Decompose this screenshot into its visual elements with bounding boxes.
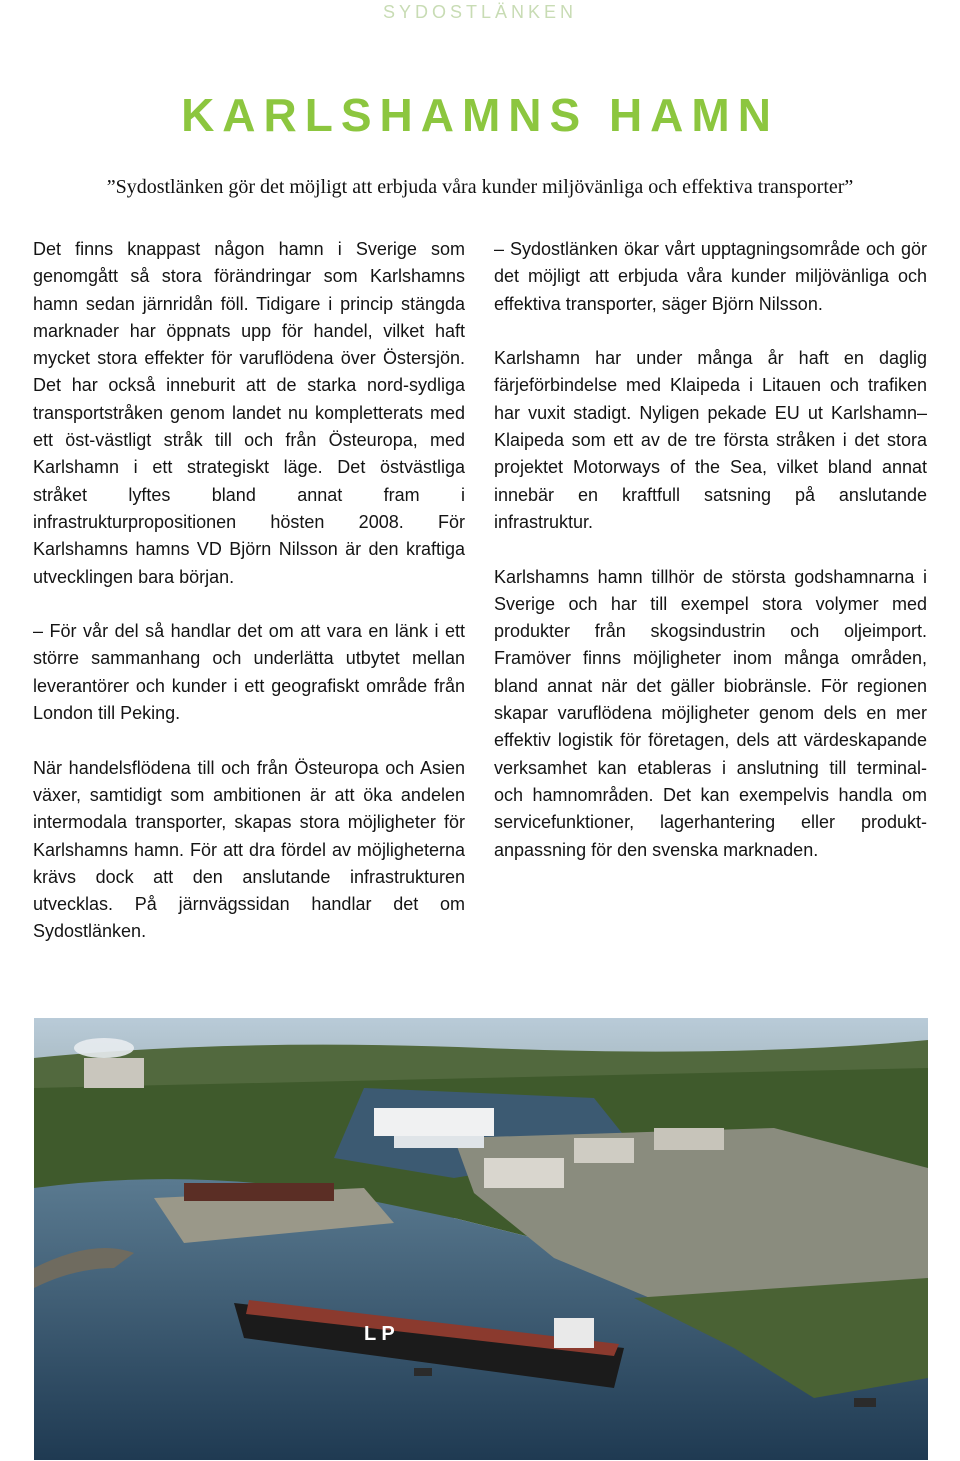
- tanker-bridge: [554, 1318, 594, 1348]
- tanker-marking: L P: [364, 1323, 395, 1345]
- warehouse: [654, 1128, 724, 1150]
- right-column: [494, 236, 927, 891]
- section-label: SYDOSTLÄNKEN: [382, 2, 578, 22]
- paragraph: – Sydostlänken ökar vårt upptagningsområde och gör det möjligt att erbjuda våra kunder miljövänliga och effektiva transporter, säger Björn Nilsson.: [494, 239, 927, 314]
- harbour-aerial-photo: [34, 1018, 928, 1460]
- paragraph: Karlshamns hamn tillhör de största godshamnarna i Sverige och har till exempel stora volymer med produkter från skogsindustrin och oljeimport. Framöver finns möjligheter inom många områden, bland annat när det gäller biobränsle. För regionen skapar varuflödena möjligheter genom dels en mer effektiv logistik för företagen, dels att värdeskapande verksamhet kan etableras i anslutning till terminal- och hamnområden. Det kan exempelvis handla om servicefunktioner, lagerhantering eller produktanpassning för den svenska marknaden.: [494, 566, 927, 860]
- smoke: [74, 1038, 134, 1058]
- tug-boat: [414, 1368, 432, 1376]
- ferry: [394, 1136, 484, 1148]
- cargo-ship: [184, 1183, 334, 1201]
- paragraph: Karlshamn har under många år haft en daglig färjeförbindelse med Klaipeda i Litauen och trafiken har vuxit stadigt. Nyligen pekade EU ut Karlshamn–Klaipeda som ett av de tre första stråken i det stora projektet Motorways of the Sea, vilket bland annat innebär en kraftfull satsning på anslutande infrastruktur.: [494, 348, 927, 532]
- paragraph: När handelsflödena till och från Östeuropa och Asien växer, samtidigt som ambitionen är att öka andelen intermodala transporter, skapas stora möjligheter för Karlshamns hamn. För att dra fördel av möjligheterna krävs dock att den anslutande infrastrukturen utvecklas. På järnvägssidan handlar det om Sydostlänken.: [33, 757, 465, 942]
- page-title: KARLSHAMNS HAMN: [181, 89, 779, 141]
- pull-quote: ”Sydostlänken gör det möjligt att erbjuda våra kunder miljövänliga och effektiva transporter”: [106, 176, 854, 198]
- left-column: [33, 236, 465, 973]
- paragraph: – För vår del så handlar det om att vara en länk i ett större sammanhang och underlätta utbytet mellan leverantörer och kunder i ett geografiskt område från London till Peking.: [33, 621, 465, 724]
- paragraph: Det finns knappast någon hamn i Sverige som genomgått så stora förändringar som Karlshamns hamn sedan järnridån föll. Tidigare i princip stängda marknader har öppnats upp för handel, vilket haft mycket stora effekter för varuflödena över Östersjön. Det har också inneburit att de starka nord-sydliga transportstråken genom landet nu kompletterats med ett öst-västligt stråk till och från Östeuropa, med Karlshamn i ett strategiskt läge. Det östvästliga stråket lyftes bland annat fram i infrastrukturpropositionen hösten 2008. För Karlshamns hamns VD Björn Nilsson är den kraftiga utvecklingen bara början.: [33, 239, 465, 587]
- ferry: [374, 1108, 494, 1136]
- tug-boat: [854, 1398, 876, 1407]
- warehouse: [484, 1158, 564, 1188]
- factory: [84, 1058, 144, 1088]
- warehouse: [574, 1138, 634, 1163]
